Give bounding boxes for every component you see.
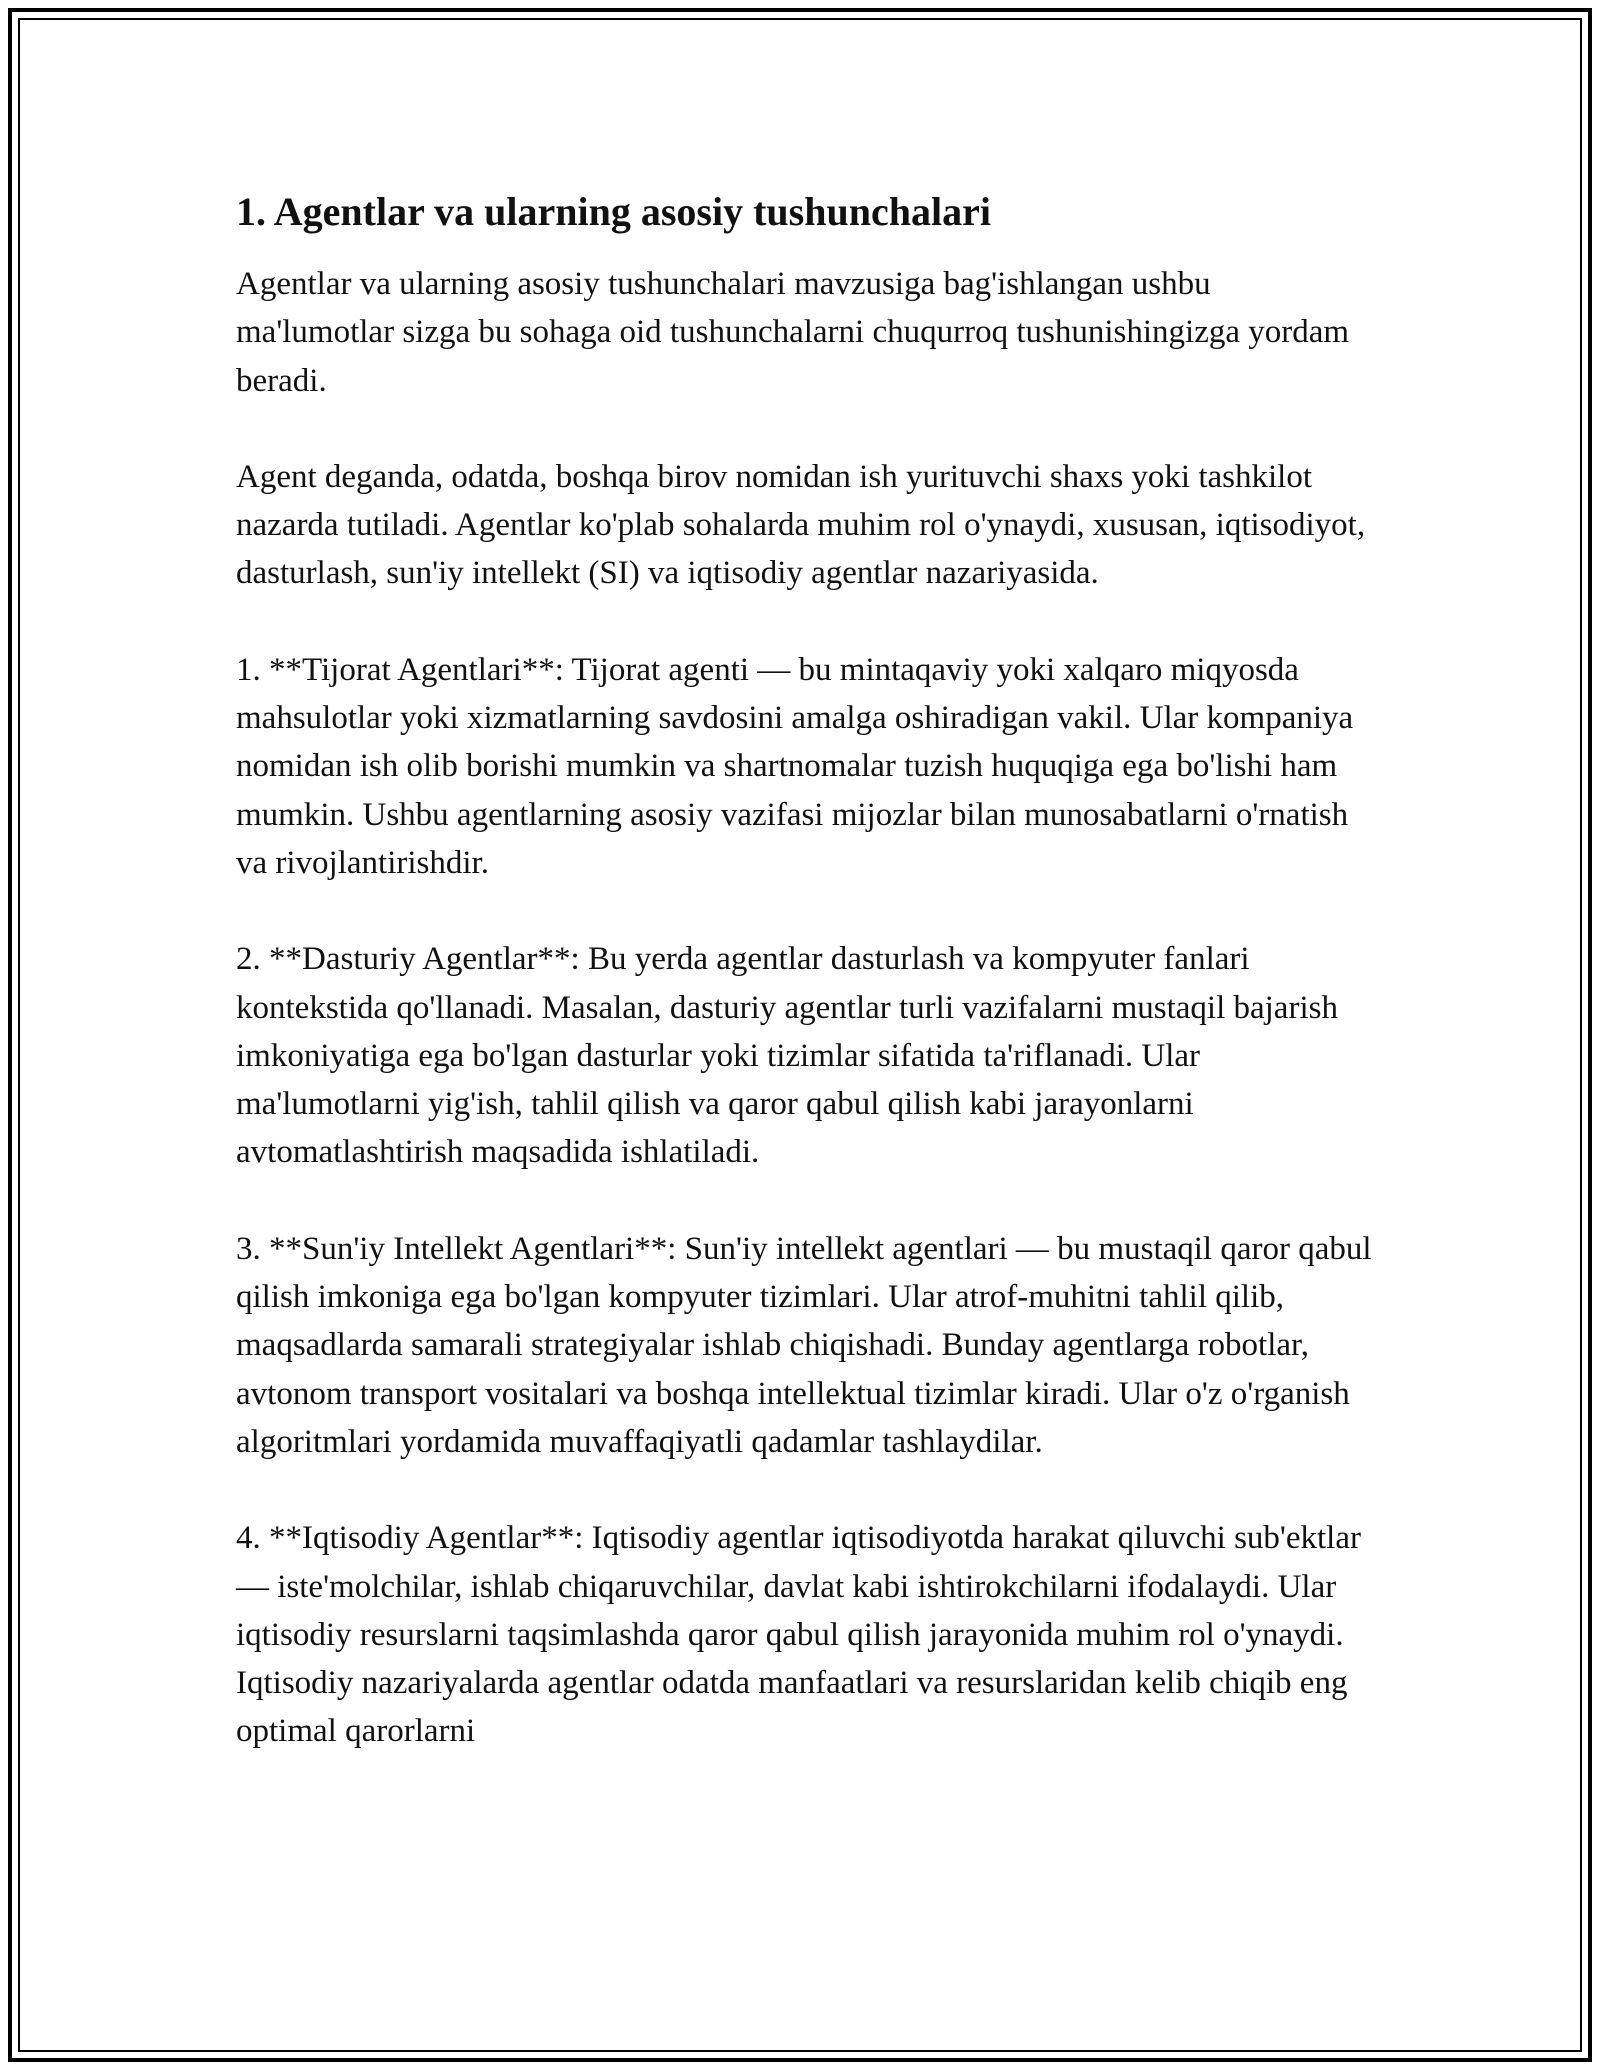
intro-paragraph: Agentlar va ularning asosiy tushunchalari mavzusiga bag'ishlangan ushbu ma'lumotlar sizga bu sohaga oid tushunchalarni chuqurroq tushunishingizga yordam beradi. <box>236 266 1350 399</box>
list-item-ai-agents: 3. **Sun'iy Intellekt Agentlari**: Sun'iy intellekt agentlari — bu mustaqil qaror qabul qilish imkoniga ega bo'lgan kompyuter tizimlari. Ular atrof-muhitni tahlil qilib, maqsadlarda samarali strategiyalar ishlab chiqishadi. Bunday agentlarga robotlar, avtonom transport vositalari va boshqa intellektual tizimlar kiradi. Ular o'z o'rganish algoritmlari yordamida muvaffaqiyatli qadamlar tashlaydilar. <box>236 1230 1372 1460</box>
list-item-software-agents: 2. **Dasturiy Agentlar**: Bu yerda agentlar dasturlash va kompyuter fanlari kontekstida qo'llanadi. Masalan, dasturiy agentlar turli vazifalarni mustaqil bajarish imkoniyatiga ega bo'lgan dasturlar yoki tizimlar sifatida ta'riflanadi. Ular ma'lumotlarni yig'ish, tahlil qilish va qaror qabul qilish kabi jarayonlarni avtomatlashtirish maqsadida ishlatiladi. <box>236 941 1338 1171</box>
list-item-economic-agents: 4. **Iqtisodiy Agentlar**: Iqtisodiy agentlar iqtisodiyotda harakat qiluvchi sub'ektlar — iste'molchilar, ishlab chiqaruvchilar, davlat kabi ishtirokchilarni ifodalaydi. Ular iqtisodiy resurslarni taqsimlashda qaror qabul qilish jarayonida muhim rol o'ynaydi. Iqtisodiy nazariyalarda agentlar odatda manfaatlari va resurslaridan kelib chiqib eng optimal qarorlarni <box>236 1520 1361 1750</box>
definition-paragraph: Agent deganda, odatda, boshqa birov nomidan ish yurituvchi shaxs yoki tashkilot nazarda tutiladi. Agentlar ko'plab sohalarda muhim rol o'ynaydi, xususan, iqtisodiyot, dasturlash, sun'iy intellekt (SI) va iqtisodiy agentlar nazariyasida. <box>236 458 1366 592</box>
section-heading: 1. Agentlar va ularning asosiy tushunchalari <box>236 189 991 234</box>
list-item-commercial-agents: 1. **Tijorat Agentlari**: Tijorat agenti — bu mintaqaviy yoki xalqaro miqyosda mahsulotlar yoki xizmatlarning savdosini amalga oshiradigan vakil. Ular kompaniya nomidan ish olib borishi mumkin va shartnomalar tuzish huquqiga ega bo'lishi ham mumkin. Ushbu agentlarning asosiy vazifasi mijozlar bilan munosabatlarni o'rnatish va rivojlantirishdir. <box>236 651 1354 881</box>
document-body <box>236 180 1376 1804</box>
